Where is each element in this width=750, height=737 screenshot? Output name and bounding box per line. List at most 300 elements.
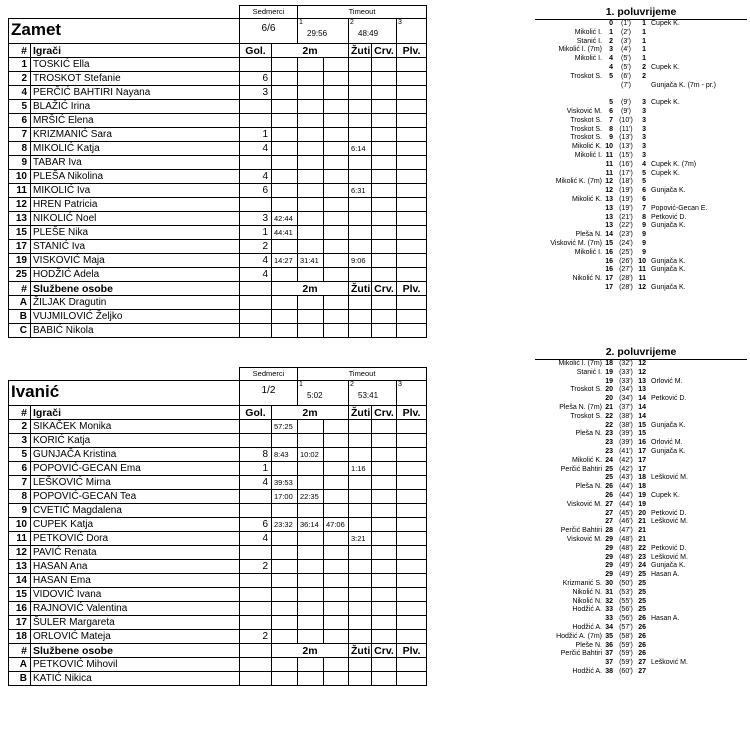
officials-header-row (9, 282, 427, 296)
red-card (372, 184, 397, 198)
goal-event (535, 29, 747, 38)
event-minute: (3') (621, 37, 631, 45)
goal-event (535, 143, 747, 152)
timeout-label: Timeout (298, 368, 427, 381)
suspension-2 (298, 86, 324, 100)
empty-cell (272, 310, 298, 324)
away-scorer: Gunjača K. (651, 257, 686, 265)
suspension-3 (324, 560, 349, 574)
event-minute: (59') (619, 641, 633, 649)
suspension-1 (272, 184, 298, 198)
goal-event (535, 439, 747, 448)
goal-event (535, 404, 747, 413)
event-minute: (58') (619, 632, 633, 640)
yellow-card (349, 616, 372, 630)
home-score: 16 (605, 257, 613, 265)
goal-event (535, 161, 747, 170)
suspension-2 (298, 198, 324, 212)
second-half-log (535, 346, 747, 677)
away-score: 10 (638, 257, 646, 265)
away-scorer: Cupek K. (651, 99, 680, 107)
timeout-3 (397, 381, 427, 406)
official-code: A (9, 296, 31, 310)
suspension-1 (272, 504, 298, 518)
goal-event (535, 448, 747, 457)
sedmerci-value: 1/2 (240, 381, 298, 406)
timeout-1-index: 1 (299, 19, 303, 26)
blue-card (397, 170, 427, 184)
player-row (9, 156, 427, 170)
suspension-1 (272, 588, 298, 602)
blue-card (397, 420, 427, 434)
timeout-1-time: 29:56 (307, 29, 328, 38)
home-scorer: Hodžić A. (572, 606, 602, 614)
away-score: 1 (642, 28, 646, 36)
player-name: MIKOLIĆ Iva (31, 184, 240, 198)
blue-card (397, 268, 427, 282)
blue-card (397, 518, 427, 532)
blue-card (397, 602, 427, 616)
yellow-card (349, 490, 372, 504)
away-scorer: Gunjača K. (651, 266, 686, 274)
away-score: 26 (638, 615, 646, 623)
player-number: 10 (9, 170, 31, 184)
player-number: 12 (9, 198, 31, 212)
away-score: 11 (638, 275, 646, 283)
suspension-1 (272, 114, 298, 128)
away-scorer: Petković D. (651, 213, 687, 221)
official-name: BABIĆ Nikola (31, 324, 240, 338)
event-minute: (44') (619, 500, 633, 508)
empty-cell (298, 324, 324, 338)
goal-event (535, 483, 747, 492)
event-minute: (42') (619, 465, 633, 473)
goal-event (535, 187, 747, 196)
blue-card (397, 86, 427, 100)
player-row (9, 184, 427, 198)
home-score: 13 (605, 222, 613, 230)
player-row (9, 114, 427, 128)
blue-card (397, 198, 427, 212)
event-minute: (1') (621, 20, 631, 27)
goal-event (535, 196, 747, 205)
yellow-card (349, 448, 372, 462)
team-table-zamet (8, 5, 427, 338)
player-number: 9 (9, 156, 31, 170)
event-minute: (15') (619, 151, 633, 159)
yellow-card (349, 518, 372, 532)
player-number: 2 (9, 72, 31, 86)
num-header: # (9, 406, 31, 420)
player-row (9, 226, 427, 240)
home-score: 9 (609, 134, 613, 142)
goal-event (535, 536, 747, 545)
away-score: 4 (642, 160, 646, 168)
player-number: 11 (9, 184, 31, 198)
red-card (372, 114, 397, 128)
suspension-1: 14:27 (272, 254, 298, 268)
away-score: 14 (638, 395, 646, 403)
goal-event (535, 545, 747, 554)
away-scorer: Popović-Gecan E. (651, 204, 708, 212)
player-goals (240, 490, 272, 504)
player-name: PERČIĆ BAHTIRI Nayana (31, 86, 240, 100)
timeout-3-index: 3 (398, 19, 402, 26)
home-score: 21 (605, 403, 613, 411)
player-row (9, 574, 427, 588)
player-number: 12 (9, 546, 31, 560)
red-card (372, 560, 397, 574)
home-scorer: Troskot S. (570, 125, 602, 133)
player-name: POPOVIĆ-GECAN Ema (31, 462, 240, 476)
away-score: 18 (638, 483, 646, 491)
player-name: PAVIĆ Renata (31, 546, 240, 560)
player-goals: 2 (240, 240, 272, 254)
red-card (372, 58, 397, 72)
yellow-card (349, 602, 372, 616)
away-scorer: Cupek K. (651, 63, 680, 71)
home-score: 8 (609, 125, 613, 133)
player-goals: 3 (240, 86, 272, 100)
empty-cell (397, 658, 427, 672)
goal-event (535, 642, 747, 651)
home-scorer: Mikolić I. (574, 248, 602, 256)
player-number: 8 (9, 490, 31, 504)
empty-cell (372, 310, 397, 324)
suspension-1 (272, 156, 298, 170)
away-score: 3 (642, 125, 646, 133)
away-score: 3 (642, 134, 646, 142)
player-name: TABAR Iva (31, 156, 240, 170)
suspension-1 (272, 100, 298, 114)
home-score: 2 (609, 37, 613, 45)
home-score: 5 (609, 99, 613, 107)
home-score: 18 (605, 360, 613, 367)
home-score: 20 (605, 386, 613, 394)
player-goals: 8 (240, 448, 272, 462)
home-score: 23 (605, 447, 613, 455)
timeout-2 (349, 381, 397, 406)
player-number: 3 (9, 434, 31, 448)
home-score: 4 (609, 55, 613, 63)
timeout-1 (298, 381, 349, 406)
player-goals: 4 (240, 254, 272, 268)
event-minute: (19') (619, 204, 633, 212)
event-minute: (39') (619, 430, 633, 438)
empty-cell (349, 658, 372, 672)
goal-event (535, 606, 747, 615)
timeout-2 (349, 19, 397, 44)
player-number: 5 (9, 100, 31, 114)
blue-card (397, 58, 427, 72)
official-name: PETKOVIĆ Mihovil (31, 658, 240, 672)
player-goals: 6 (240, 518, 272, 532)
home-score: 26 (605, 491, 613, 499)
home-score: 17 (605, 275, 613, 283)
empty-cell (240, 310, 272, 324)
home-score: 25 (605, 474, 613, 482)
red-card (372, 100, 397, 114)
player-row (9, 532, 427, 546)
event-minute: (9') (621, 107, 631, 115)
goal-event (535, 633, 747, 642)
red-card (372, 462, 397, 476)
red-card (372, 616, 397, 630)
home-score: 29 (605, 553, 613, 561)
away-scorer: Gunjača K. (651, 421, 686, 429)
goal-event (535, 360, 747, 369)
home-score: 36 (605, 641, 613, 649)
goal-event (535, 430, 747, 439)
home-scorer: Troskot S. (570, 386, 602, 394)
player-number: 10 (9, 518, 31, 532)
home-score: 27 (605, 500, 613, 508)
blue-card (397, 72, 427, 86)
home-score: 33 (605, 615, 613, 623)
official-row (9, 672, 427, 686)
away-score: 21 (638, 535, 646, 543)
num-header: # (9, 282, 31, 296)
away-score: 24 (638, 562, 646, 570)
away-score: 3 (642, 99, 646, 107)
event-minute: (13') (619, 134, 633, 142)
yellow-card (349, 630, 372, 644)
suspension-2 (298, 114, 324, 128)
suspension-3 (324, 226, 349, 240)
goal-event (535, 108, 747, 117)
empty-cell (298, 296, 324, 310)
goal-event (535, 249, 747, 258)
event-list (535, 20, 747, 293)
yellow-card (349, 128, 372, 142)
home-score: 20 (605, 395, 613, 403)
yellow-card (349, 58, 372, 72)
suspension-3 (324, 58, 349, 72)
away-score: 7 (642, 204, 646, 212)
player-row (9, 462, 427, 476)
player-goals: 4 (240, 268, 272, 282)
away-score: 26 (638, 650, 646, 658)
empty-cell (272, 296, 298, 310)
blue-card (397, 226, 427, 240)
home-scorer: Mikolić K. (572, 143, 602, 151)
suspension-2 (298, 128, 324, 142)
empty-cell (298, 310, 324, 324)
home-score: 3 (609, 46, 613, 54)
red-card (372, 588, 397, 602)
player-goals (240, 58, 272, 72)
blue-header: Plv. (397, 406, 427, 420)
red-header: Crv. (372, 644, 397, 658)
goal-event (535, 554, 747, 563)
event-minute: (41') (619, 447, 633, 455)
away-score: 12 (638, 360, 646, 367)
home-scorer: Mikolić I. (7m) (558, 46, 602, 54)
away-score: 15 (638, 421, 646, 429)
red-card (372, 532, 397, 546)
home-scorer: Nikolić N. (572, 597, 602, 605)
official-rows (9, 658, 427, 686)
player-name: ORLOVIĆ Mateja (31, 630, 240, 644)
away-scorer: Lešković M. (651, 518, 688, 526)
player-goals (240, 100, 272, 114)
event-minute: (16') (619, 160, 633, 168)
player-row (9, 504, 427, 518)
official-name: KATIĆ Nikica (31, 672, 240, 686)
player-number: 13 (9, 212, 31, 226)
red-card (372, 574, 397, 588)
player-goals: 4 (240, 532, 272, 546)
away-score: 2 (642, 63, 646, 71)
player-name: KRIZMANIĆ Sara (31, 128, 240, 142)
home-scorer: Stanić I. (576, 37, 602, 45)
red-card (372, 128, 397, 142)
suspension-2 (298, 546, 324, 560)
away-score: 16 (638, 439, 646, 447)
blue-header: Plv. (397, 44, 427, 58)
suspension-1 (272, 434, 298, 448)
empty-cell (349, 324, 372, 338)
players-header-row (9, 406, 427, 420)
red-header: Crv. (372, 44, 397, 58)
blue-card (397, 504, 427, 518)
red-card (372, 156, 397, 170)
red-card (372, 212, 397, 226)
empty-cell (298, 658, 324, 672)
home-scorer: Troskot S. (570, 134, 602, 142)
away-scorer: Orlović M. (651, 439, 683, 447)
goal-event (535, 275, 747, 284)
home-score: 34 (605, 623, 613, 631)
goal-event (535, 222, 747, 231)
suspension-1 (272, 560, 298, 574)
suspension-3: 47:06 (324, 518, 349, 532)
home-scorer: Pleše N. (575, 641, 602, 649)
player-goals (240, 420, 272, 434)
home-score: 5 (609, 72, 613, 80)
home-score: 35 (605, 632, 613, 640)
player-name: GUNJAČA Kristina (31, 448, 240, 462)
home-scorer: Pleša N. (575, 231, 602, 239)
timeout-3-index: 3 (398, 381, 402, 388)
home-score: 15 (605, 239, 613, 247)
player-number: 17 (9, 240, 31, 254)
suspension-1 (272, 198, 298, 212)
away-score: 5 (642, 169, 646, 177)
suspension-2: 31:41 (298, 254, 324, 268)
event-minute: (11') (619, 125, 633, 133)
blue-card (397, 462, 427, 476)
player-row (9, 240, 427, 254)
event-minute: (44') (619, 491, 633, 499)
blue-card (397, 588, 427, 602)
event-minute: (7') (621, 81, 631, 89)
suspension-3 (324, 184, 349, 198)
event-minute: (48') (619, 553, 633, 561)
suspension-1 (272, 630, 298, 644)
goal-event (535, 64, 747, 73)
away-scorer: Cupek K. (651, 169, 680, 177)
event-minute: (56') (619, 606, 633, 614)
player-name: NIKOLIĆ Noel (31, 212, 240, 226)
timeout-label: Timeout (298, 6, 427, 19)
player-name: TOSKIĆ Ella (31, 58, 240, 72)
away-score: 22 (638, 544, 646, 552)
suspension-1 (272, 240, 298, 254)
goals-header: Gol. (240, 44, 272, 58)
empty-cell (397, 672, 427, 686)
half-title: 2. poluvrijeme (535, 346, 747, 360)
sedmerci-label: Sedmerci (240, 6, 298, 19)
away-scorer: Orlović M. (651, 377, 683, 385)
home-scorer: Visković M. (566, 535, 602, 543)
blue-card (397, 616, 427, 630)
goal-event (535, 369, 747, 378)
yellow-card: 1:16 (349, 462, 372, 476)
event-minute: (34') (619, 386, 633, 394)
suspension-2 (298, 504, 324, 518)
away-scorer: Cupek K. (651, 491, 680, 499)
yellow-card (349, 560, 372, 574)
away-score: 12 (638, 283, 646, 291)
suspension-1 (272, 86, 298, 100)
away-score: 27 (638, 659, 646, 667)
player-number: 6 (9, 114, 31, 128)
away-scorer: Gunjača K. (651, 222, 686, 230)
away-score: 26 (638, 623, 646, 631)
event-minute: (60') (619, 667, 633, 675)
player-name: KORIĆ Katja (31, 434, 240, 448)
home-score: 31 (605, 588, 613, 596)
home-scorer: Pleša N. (7m) (559, 403, 602, 411)
empty-cell (240, 672, 272, 686)
event-minute: (17') (619, 169, 633, 177)
empty-cell (349, 672, 372, 686)
away-score: 14 (638, 412, 646, 420)
away-scorer: Lešković M. (651, 659, 688, 667)
event-minute: (19') (619, 187, 633, 195)
goal-event (535, 395, 747, 404)
suspension-2 (298, 58, 324, 72)
suspension-1 (272, 142, 298, 156)
suspension-1 (272, 602, 298, 616)
goal-event (535, 240, 747, 249)
suspension-1: 44:41 (272, 226, 298, 240)
player-row (9, 100, 427, 114)
away-score: 3 (642, 116, 646, 124)
goal-event (535, 378, 747, 387)
first-half-log (535, 6, 747, 293)
players-header: Igrači (31, 406, 240, 420)
official-code: B (9, 310, 31, 324)
home-scorer: Mikolić K. (572, 195, 602, 203)
empty-cell (240, 296, 272, 310)
suspension-3 (324, 142, 349, 156)
goal-event (535, 650, 747, 659)
red-card (372, 630, 397, 644)
goal-event (535, 386, 747, 395)
home-score: 16 (605, 248, 613, 256)
home-scorer: Perčić Bahtiri (560, 465, 602, 473)
home-scorer: Nikolić N. (572, 275, 602, 283)
player-row (9, 616, 427, 630)
suspension-2 (298, 476, 324, 490)
home-score: 13 (605, 213, 613, 221)
away-score: 12 (638, 368, 646, 376)
suspension-2 (298, 630, 324, 644)
red-card (372, 198, 397, 212)
away-score: 18 (638, 474, 646, 482)
